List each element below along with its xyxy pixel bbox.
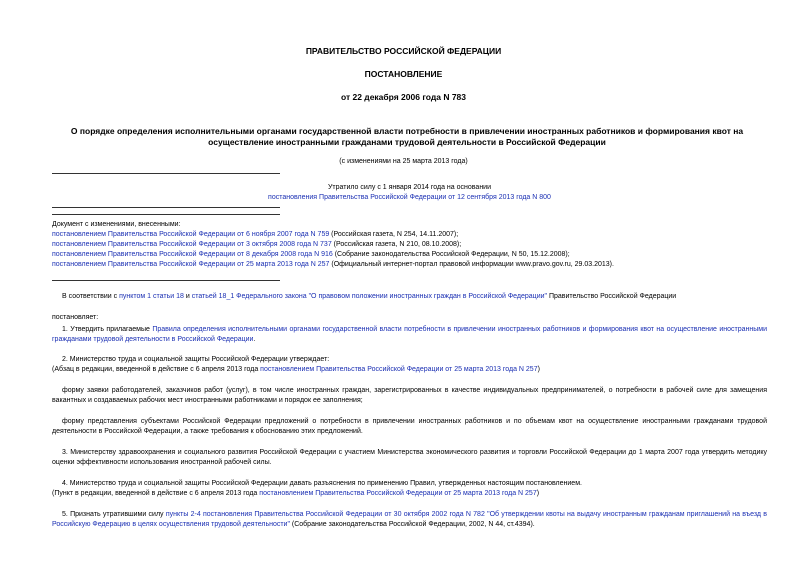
amendments-heading: Документ с изменениями, внесенными: (52, 221, 181, 228)
government-heading: ПРАВИТЕЛЬСТВО РОССИЙСКОЙ ФЕДЕРАЦИИ (305, 46, 502, 56)
amendment-link-2[interactable]: постановлением Правительства Российской Федерации от 3 октября 2008 года N 737 (52, 241, 332, 248)
amendment-link-1[interactable]: постановлением Правительства Российской Федерации от 6 ноября 2007 года N 759 (52, 231, 330, 238)
divider (52, 214, 280, 215)
amendments-list (52, 220, 767, 270)
divider (52, 173, 280, 174)
form-1-paragraph: форму заявки работодателей, заказчиков работ (услуг), в том числе иностранных граждан, зарегистрированных в качестве индивидуальных предпринимателей, о потребности в рабочей силе для замещения вакантных и создаваемых рабочих мест иностранными работниками и порядок ее заполнения; (52, 387, 767, 404)
form-2-paragraph: форму представления субъектами Российской Федерации предложений о потребности в привлечении иностранных работников и по объемам квот на осуществление иностранными гражданами трудовой деятельности в Российской Федерации, а также требования к обоснованию этих предложений. (52, 418, 767, 435)
paragraph-5: 5. Признать утратившими силу пункты 2-4 постановления Правительства Российской Федерации от 30 октября 2002 года N 782 "Об утверждении квоты на выдачу иностранным гражданам приглашений на въезд в Российскую Федерацию в целях осуществления трудовой деятельности" (Собрание законодательства Российской Федерации, 2002, N 44, ст.4394). (52, 511, 767, 528)
expiry-text: Утратило силу с 1 января 2014 года на основании (327, 184, 492, 191)
divider (52, 207, 280, 208)
paragraph-3: 3. Министерству здравоохранения и социального развития Российской Федерации с участием Министерства экономического развития и торговли Российской Федерации до 1 марта 2007 года утвердить методику оценки эффективности использования иностранной рабочей силы. (52, 449, 767, 466)
list-item: постановлением Правительства Российской Федерации от 6 ноября 2007 года N 759 (Российская газета, N 254, 14.11.2007); (52, 231, 459, 238)
amendment-link-4[interactable]: постановлением Правительства Российской Федерации от 25 марта 2013 года N 257 (52, 261, 330, 268)
amendment-link-3[interactable]: постановлением Правительства Российской Федерации от 8 декабря 2008 года N 916 (52, 251, 333, 258)
document-type-heading: ПОСТАНОВЛЕНИЕ (364, 69, 443, 79)
expiry-link[interactable]: постановления Правительства Российской Федерации от 12 сентября 2013 года N 800 (268, 194, 551, 201)
paragraph-2-note: (Абзац в редакции, введенной в действие с 6 апреля 2013 года постановлением Правительства Российской Федерации от 25 марта 2013 года N 257) (52, 366, 540, 373)
title-line-2: осуществление иностранными гражданами трудовой деятельности в Российской Федерации (208, 137, 606, 147)
paragraph-5-link[interactable]: пункты 2-4 постановления Правительства Российской Федерации от 30 октября 2002 года N 782 "Об утверждении квоты на выдачу иностранным гражданам приглашений на въезд в Российскую Федерацию в целях осуществления трудовой деятельности" (52, 511, 767, 528)
preamble-link-1[interactable]: пунктом 1 статьи 18 (119, 293, 184, 300)
decree-word: постановляет: (52, 314, 99, 321)
paragraph-4: 4. Министерство труда и социальной защиты Российской Федерации давать разъяснения по применению Правил, утвержденных настоящим постановлением. (62, 480, 582, 487)
changes-note: (с изменениями на 25 марта 2013 года) (339, 158, 468, 165)
paragraph-4-note-link[interactable]: постановлением Правительства Российской Федерации от 25 марта 2013 года N 257 (259, 490, 537, 497)
expiry-block (52, 183, 767, 203)
rules-link[interactable]: Правила определения исполнительными органами государственной власти потребности в привлечении иностранных работников и формирования квот на осуществление иностранными гражданами трудовой деятельности в Российской Федерации (52, 326, 768, 343)
paragraph-1: 1. Утвердить прилагаемые Правила определения исполнительными органами государственной власти потребности в привлечении иностранных работников и формирования квот на осуществление иностранными гражданами трудовой деятельности в Российской Федерации. (52, 326, 768, 343)
list-item: постановлением Правительства Российской Федерации от 3 октября 2008 года N 737 (Российская газета, N 210, 08.10.2008); (52, 241, 462, 248)
document-title (52, 126, 762, 148)
title-line-1: О порядке определения исполнительными органами государственной власти потребности в привлечении иностранных работников и формирования квот на (70, 126, 744, 136)
paragraph-2-note-link[interactable]: постановлением Правительства Российской Федерации от 25 марта 2013 года N 257 (260, 366, 538, 373)
document-date-heading: от 22 декабря 2006 года N 783 (340, 92, 467, 102)
list-item: постановлением Правительства Российской Федерации от 8 декабря 2008 года N 916 (Собрание законодательства Российской Федерации, N 50, 15.12.2008); (52, 251, 570, 258)
preamble: В соответствии с пунктом 1 статьи 18 и статьей 18_1 Федерального закона "О правовом положении иностранных граждан в Российской Федерации" Правительство Российской Федерации (62, 293, 677, 300)
preamble-link-2[interactable]: статьей 18_1 Федерального закона "О правовом положении иностранных граждан в Российской Федерации" (191, 293, 547, 300)
paragraph-4-note: (Пункт в редакции, введенной в действие с 6 апреля 2013 года постановлением Правительства Российской Федерации от 25 марта 2013 года N 257) (52, 490, 540, 497)
paragraph-2: 2. Министерство труда и социальной защиты Российской Федерации утверждает: (62, 356, 330, 363)
divider (52, 280, 280, 281)
list-item: постановлением Правительства Российской Федерации от 25 марта 2013 года N 257 (Официальный интернет-портал правовой информации www.pravo.gov.ru, 29.03.2013). (52, 261, 614, 268)
